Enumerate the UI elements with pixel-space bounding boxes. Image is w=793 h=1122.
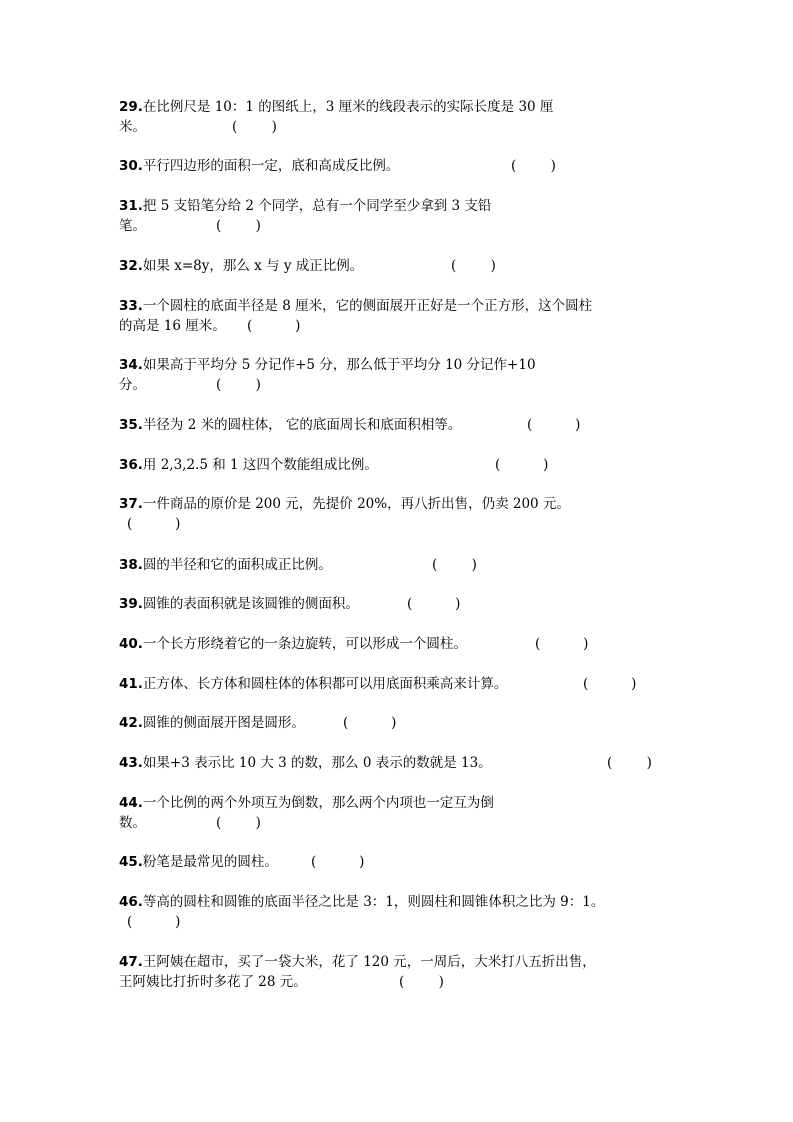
answer-parentheses[interactable]: ( ) xyxy=(343,715,397,731)
question-text: 圆的半径和它的面积成正比例。 xyxy=(142,557,332,573)
question-number: 31. xyxy=(119,198,143,214)
question-number: 43. xyxy=(119,755,143,771)
question-text: 一件商品的原价是 200 元，先提价 20%，再八折出售，仍卖 200 元。 xyxy=(142,496,570,512)
question-text: 如果 x=8y，那么 x 与 y 成正比例。 xyxy=(142,258,364,274)
question-number: 41. xyxy=(119,676,143,692)
question-44 xyxy=(119,793,679,833)
question-number: 32. xyxy=(119,258,143,274)
answer-parentheses[interactable]: ( ) xyxy=(216,218,261,234)
answer-parentheses[interactable]: ( ) xyxy=(432,557,477,573)
answer-parentheses[interactable]: ( ) xyxy=(451,258,496,274)
question-39 xyxy=(119,594,679,614)
question-text: 如果高于平均分 5 分记作+5 分，那么低于平均分 10 分记作+10 xyxy=(142,357,536,373)
question-number: 40. xyxy=(119,636,143,652)
question-46 xyxy=(119,892,679,932)
answer-parentheses[interactable]: ( ) xyxy=(583,676,637,692)
question-text-cont: 王阿姨比打折时多花了 28 元。 xyxy=(119,974,307,990)
answer-parentheses[interactable]: ( ) xyxy=(232,119,277,135)
question-29 xyxy=(119,97,679,137)
question-33 xyxy=(119,296,679,336)
question-text: 半径为 2 米的圆柱体， 它的底面周长和底面积相等。 xyxy=(142,417,462,433)
answer-parentheses[interactable]: ( ) xyxy=(247,318,301,334)
question-number: 47. xyxy=(119,954,143,970)
question-32 xyxy=(119,256,679,276)
question-36 xyxy=(119,455,679,475)
question-text: 王阿姨在超市，买了一袋大米，花了 120 元，一周后，大米打八五折出售， xyxy=(142,954,596,970)
question-text: 等高的圆柱和圆锥的底面半径之比是 3：1，则圆柱和圆锥体积之比为 9：1。 xyxy=(142,894,605,910)
question-38 xyxy=(119,555,679,575)
answer-parentheses[interactable]: ( ) xyxy=(216,377,261,393)
answer-parentheses[interactable]: ( ) xyxy=(127,516,181,532)
question-number: 33. xyxy=(119,298,143,314)
question-number: 29. xyxy=(119,99,143,115)
question-number: 44. xyxy=(119,795,143,811)
answer-parentheses[interactable]: ( ) xyxy=(495,457,549,473)
question-text: 一个圆柱的底面半径是 8 厘米，它的侧面展开正好是一个正方形，这个圆柱 xyxy=(142,298,593,314)
answer-parentheses[interactable]: ( ) xyxy=(527,417,581,433)
question-text: 正方体、长方体和圆柱体的体积都可以用底面积乘高来计算。 xyxy=(142,676,508,692)
question-number: 34. xyxy=(119,357,143,373)
question-number: 42. xyxy=(119,715,143,731)
question-34 xyxy=(119,355,679,395)
question-text: 平行四边形的面积一定，底和高成反比例。 xyxy=(142,158,400,174)
question-text-cont: 的高是 16 厘米。 xyxy=(119,318,226,334)
question-text-cont: 米。 xyxy=(119,119,146,135)
question-text: 在比例尺是 10：1 的图纸上，3 厘米的线段表示的实际长度是 30 厘 xyxy=(142,99,554,115)
question-text: 一个比例的两个外项互为倒数，那么两个内项也一定互为倒 xyxy=(142,795,494,811)
question-text: 粉笔是最常见的圆柱。 xyxy=(142,854,278,870)
question-43 xyxy=(119,753,679,773)
question-42 xyxy=(119,713,679,733)
question-number: 46. xyxy=(119,894,143,910)
answer-parentheses[interactable]: ( ) xyxy=(535,636,589,652)
question-text: 如果+3 表示比 10 大 3 的数，那么 0 表示的数就是 13。 xyxy=(142,755,492,771)
question-number: 39. xyxy=(119,596,143,612)
question-number: 37. xyxy=(119,496,143,512)
question-41 xyxy=(119,674,679,694)
question-text: 把 5 支铅笔分给 2 个同学，总有一个同学至少拿到 3 支铅 xyxy=(142,198,492,214)
answer-parentheses[interactable]: ( ) xyxy=(311,854,365,870)
answer-parentheses[interactable]: ( ) xyxy=(607,755,652,771)
question-text-cont: 分。 xyxy=(119,377,146,393)
question-45 xyxy=(119,852,679,872)
answer-parentheses[interactable]: ( ) xyxy=(511,158,556,174)
question-30 xyxy=(119,156,679,176)
question-text: 一个长方形绕着它的一条边旋转，可以形成一个圆柱。 xyxy=(142,636,467,652)
question-37 xyxy=(119,494,679,534)
answer-parentheses[interactable]: ( ) xyxy=(127,914,181,930)
question-text-cont: 笔。 xyxy=(119,218,146,234)
question-number: 35. xyxy=(119,417,143,433)
question-number: 38. xyxy=(119,557,143,573)
question-31 xyxy=(119,196,679,236)
question-number: 36. xyxy=(119,457,143,473)
question-text: 用 2,3,2.5 和 1 这四个数能组成比例。 xyxy=(142,457,378,473)
question-40 xyxy=(119,634,679,654)
answer-parentheses[interactable]: ( ) xyxy=(216,815,261,831)
question-text-cont: 数。 xyxy=(119,815,146,831)
question-35 xyxy=(119,415,679,435)
question-text: 圆锥的表面积就是该圆锥的侧面积。 xyxy=(142,596,359,612)
question-number: 45. xyxy=(119,854,143,870)
question-47 xyxy=(119,952,679,992)
question-number: 30. xyxy=(119,158,143,174)
answer-parentheses[interactable]: ( ) xyxy=(407,596,461,612)
answer-parentheses[interactable]: ( ) xyxy=(399,974,444,990)
question-text: 圆锥的侧面展开图是圆形。 xyxy=(142,715,305,731)
